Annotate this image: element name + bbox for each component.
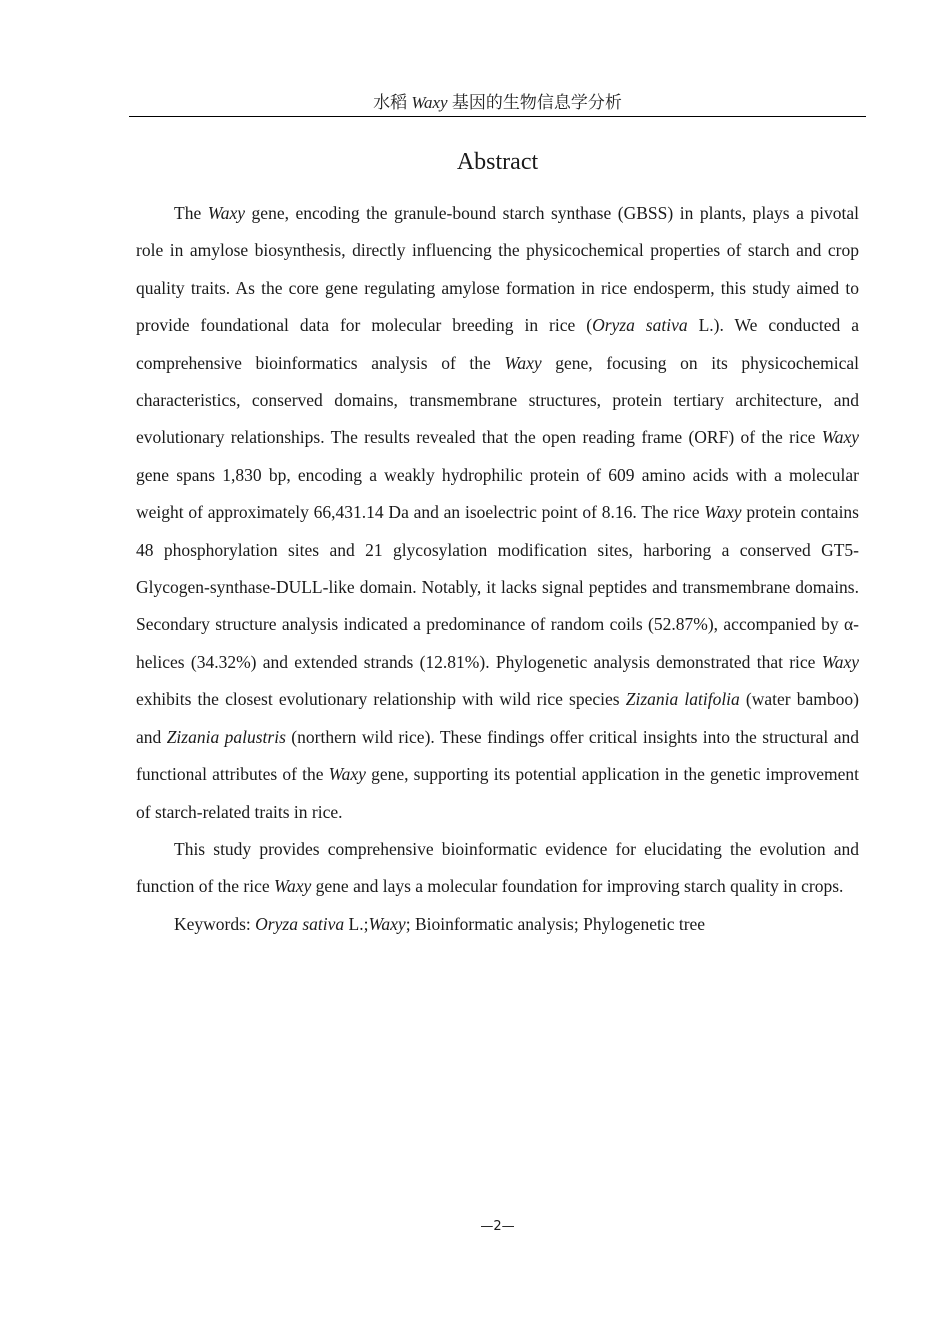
- text-run: ; Bioinformatic analysis; Phylogenetic tree: [405, 913, 706, 934]
- header-title-gene: Waxy: [411, 93, 448, 112]
- italic-text-run: Oryza sativa: [592, 315, 688, 336]
- italic-text-run: Waxy: [274, 876, 312, 897]
- italic-text-run: Waxy: [821, 427, 859, 448]
- abstract-heading: Abstract: [456, 149, 539, 175]
- italic-text-run: Waxy: [704, 502, 742, 523]
- text-run: L.). We conducted a comprehensive bioinformatics analysis of the: [136, 315, 859, 373]
- italic-text-run: Zizania latifolia: [625, 689, 740, 710]
- keywords-line: [136, 906, 859, 943]
- text-run: gene, supporting its potential application in the genetic improvement of starch-related traits in rice.: [136, 764, 859, 822]
- abstract-body: [136, 195, 859, 943]
- text-run: gene, encoding the granule-bound starch synthase (GBSS) in plants, plays a pivotal role in amylose biosynthesis, directly influencing the physicochemical properties of starch and crop quality traits. As the core gene regulating amylose formation in rice endosperm, this study aimed to provide foundational data for molecular breeding in rice (: [136, 203, 859, 336]
- text-run: gene, focusing on its physicochemical characteristics, conserved domains, transmembrane structures, protein tertiary architecture, and evolutionary relationships. The results revealed that the open reading frame (ORF) of the rice: [136, 352, 859, 448]
- header-title-suffix: 基因的生物信息学分析: [447, 93, 622, 112]
- text-run: (water bamboo) and: [136, 689, 859, 747]
- italic-text-run: Waxy: [821, 651, 859, 672]
- abstract-paragraph-2: [136, 831, 859, 906]
- italic-text-run: Waxy: [328, 764, 366, 785]
- text-run: L.;: [344, 913, 369, 934]
- text-run: gene spans 1,830 bp, encoding a weakly hydrophilic protein of 609 amino acids with a molecular weight of approximately 66,431.14 Da and an isoelectric point of 8.16. The rice: [136, 464, 859, 523]
- text-run: This study provides comprehensive bioinformatic evidence for elucidating the evolution and function of the rice: [136, 838, 859, 897]
- italic-text-run: Oryza sativa: [255, 913, 345, 934]
- text-run: (northern wild rice). These findings offer critical insights into the structural and functional attributes of the: [136, 726, 859, 785]
- text-run: gene and lays a molecular foundation for improving starch quality in crops.: [311, 876, 844, 897]
- running-header: [129, 92, 866, 117]
- italic-text-run: Waxy: [207, 203, 246, 223]
- text-run: Keywords:: [174, 913, 256, 934]
- text-run: The: [174, 203, 208, 223]
- italic-text-run: Waxy: [504, 352, 542, 373]
- italic-text-run: Zizania palustris: [166, 726, 286, 747]
- header-title-prefix: 水稻: [373, 93, 412, 112]
- text-run: exhibits the closest evolutionary relationship with wild rice species: [136, 689, 626, 710]
- abstract-paragraph-1: [136, 195, 859, 831]
- page-number: —2—: [480, 1219, 515, 1234]
- italic-text-run: Waxy: [368, 913, 406, 934]
- text-run: protein contains 48 phosphorylation sites and 21 glycosylation modification sites, harboring a conserved GT5-Glycogen-synthase-DULL-like domain. Notably, it lacks signal peptides and transmembrane domains. Secondary structure analysis indicated a predominance of random coils (52.87%), accompanied by α-helices (34.32%) and extended strands (12.81%). Phylogenetic analysis demonstrated that rice: [136, 502, 859, 672]
